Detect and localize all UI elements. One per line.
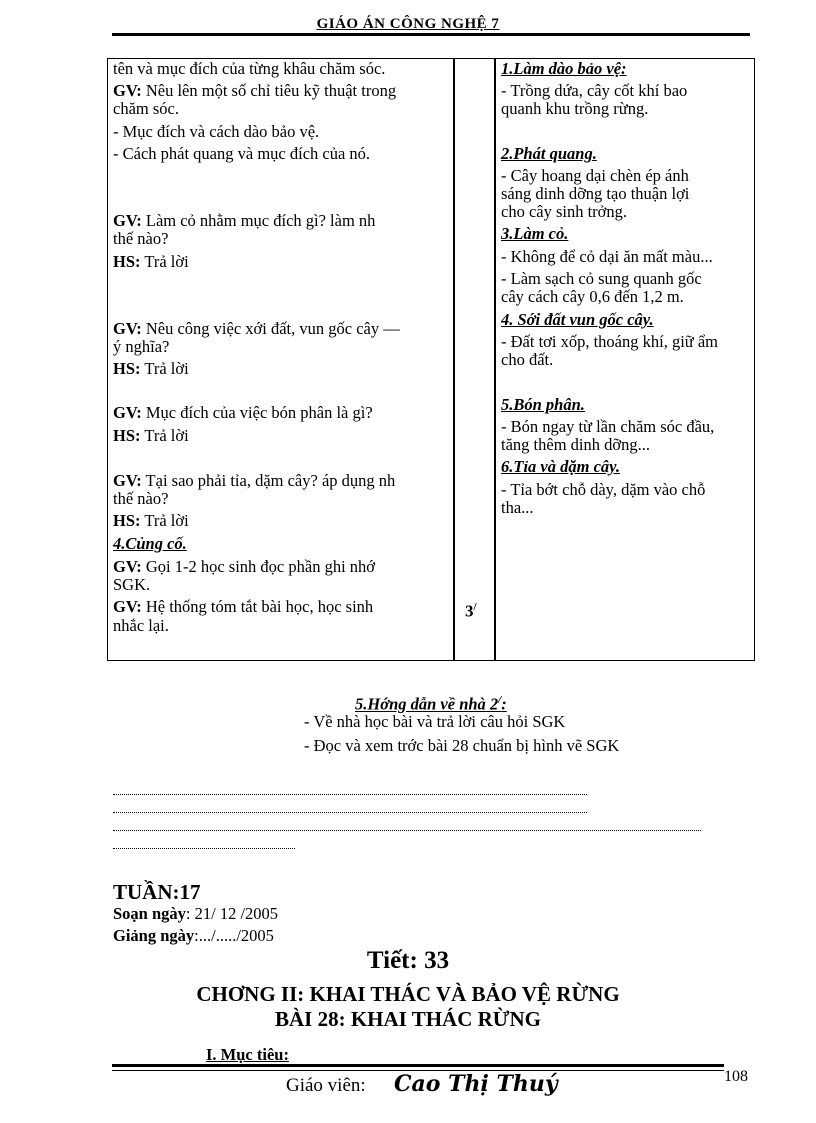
homework-item-1: - Về nhà học bài và trả lời câu hỏi SGK [304,712,566,731]
teach-date: Giảng ngày:.../...../2005 [113,926,274,945]
section-5-heading: 5.Bón phân. [501,395,585,414]
gv-note-6-cont: SGK. [113,575,151,594]
homework-item-2: - Đọc và xem trớc bài 28 chuẩn bị hình vẽ SGK [304,736,620,755]
section-6-line-2: tha... [501,498,534,517]
left-line-1: tên và mục đích của từng khâu chăm sóc. [113,59,386,78]
hs-answer-3: HS: Trả lời [113,426,189,445]
gv-note-6: GV: Gọi 1-2 học sinh đọc phần ghi nhớ [113,557,376,576]
teacher-signature: Cao Thị Thuý [394,1071,558,1097]
page-number: 108 [724,1068,748,1085]
teacher-label: Giáo viên: [286,1075,366,1096]
section-2-line-3: cho cây sinh trởng. [501,202,628,221]
column-divider-1 [453,58,455,661]
prep-date: Soạn ngày: 21/ 12 /2005 [113,904,279,923]
gv-note-1-cont: chăm sóc. [113,99,179,118]
gv-note-2: GV: Làm cỏ nhằm mục đích gì? làm nh [113,211,376,230]
section-4-heading: 4. Sới đất vun gốc cây. [501,310,654,329]
section-3-line-3: cây cách cây 0,6 đến 1,2 m. [501,287,684,306]
section-2-line-1: - Cây hoang dại chèn ép ánh [501,166,689,185]
gv-note-1: GV: Nêu lên một số chỉ tiêu kỹ thuật trong [113,81,397,100]
hs-answer-1: HS: Trả lời [113,252,189,271]
chapter-title: CHƠNG II: KHAI THÁC VÀ BẢO VỆ RỪNG [196,982,620,1006]
objectives-heading: I. Mục tiêu: [206,1045,289,1064]
dotted-line-3 [113,830,701,831]
gv-note-5-cont: thế nào? [113,489,169,508]
section-1-line-1: - Trồng dứa, cây cốt khí bao [501,81,688,100]
hs-answer-2: HS: Trả lời [113,359,189,378]
gv-note-5: GV: Tại sao phải tỉa, dặm cây? áp dụng nh [113,471,396,490]
section-4-line-1: - Đất tơi xốp, thoáng khí, giữ ẩm [501,332,719,351]
gv-note-7: GV: Hệ thống tóm tắt bài học, học sinh [113,597,374,616]
section-4-line-2: cho đất. [501,350,554,369]
dotted-line-4 [113,848,295,849]
section-2-line-2: sáng dinh dỡng tạo thuận lợi [501,184,690,203]
section-5-line-2: tăng thêm dinh dỡng... [501,435,650,454]
section-5-line-1: - Bón ngay từ lần chăm sóc đầu, [501,417,715,436]
gv-note-3: GV: Nêu công việc xới đất, vun gốc cây — [113,319,400,338]
section-6-line-1: - Tỉa bớt chỗ dày, dặm vào chỗ [501,480,706,499]
header-rule [112,33,750,36]
page-header: GIÁO ÁN CÔNG NGHỆ 7 [316,16,500,32]
gv-note-2-cont: thế nào? [113,229,169,248]
section-2-heading: 2.Phát quang. [501,144,597,163]
gv-note-3-cont: ý nghĩa? [113,337,170,356]
left-item-1: - Mục đích và cách dào bảo vệ. [113,122,320,141]
gv-note-4: GV: Mục đích của việc bón phân là gì? [113,403,373,422]
section-1-heading: 1.Làm dào bảo vệ: [501,59,627,78]
section-6-heading: 6.Tỉa và dặm cây. [501,457,620,476]
consolidation-heading: 4.Củng cố. [113,534,187,553]
dotted-line-1 [113,794,587,795]
hs-answer-4: HS: Trả lời [113,511,189,530]
section-1-line-2: quanh khu trồng rừng. [501,99,649,118]
lesson-number: Tiết: 33 [366,947,450,974]
homework-heading: 5.Hớng dẫn về nhà 2/: [355,694,507,714]
dotted-line-2 [113,812,587,813]
time-allocation: 3/ [465,601,477,621]
week-label: TUẦN:17 [113,880,201,904]
gv-note-7-cont: nhắc lại. [113,616,169,635]
section-3-line-2: - Làm sạch cỏ sung quanh gốc [501,269,702,288]
footer-rule-thick [112,1064,724,1067]
section-3-line-1: - Không để cỏ dại ăn mất màu... [501,247,713,266]
column-divider-2 [494,58,496,661]
lesson-title: BÀI 28: KHAI THÁC RỪNG [274,1007,542,1031]
left-item-2: - Cách phát quang và mục đích của nó. [113,144,371,163]
section-3-heading: 3.Làm cỏ. [501,224,569,243]
